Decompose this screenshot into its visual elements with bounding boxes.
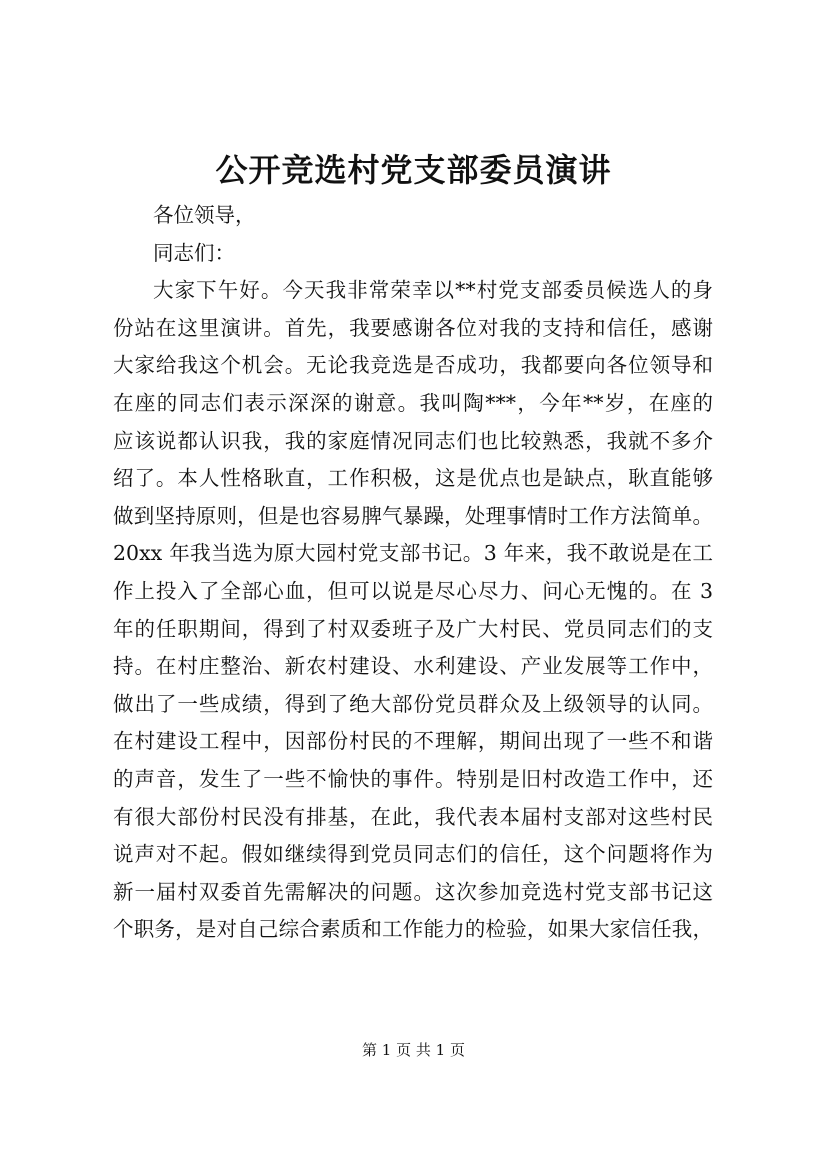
paragraph-line: 作上投入了全部心血，但可以说是尽心尽力、问心无愧的。在 3 [113, 578, 713, 603]
paragraph-line: 20xx 年我当选为原大园村党支部书记。3 年来，我不敢说是在工 [113, 541, 713, 566]
paragraph-line: 在座的同志们表示深深的谢意。我叫陶***，今年**岁，在座的 [113, 390, 713, 415]
paragraph-line: 个职务，是对自己综合素质和工作能力的检验，如果大家信任我， [113, 917, 713, 942]
paragraph-line: 大家给我这个机会。无论我竞选是否成功，我都要向各位领导和 [113, 353, 713, 378]
salutation-line: 同志们： [153, 240, 235, 265]
document-body [113, 197, 713, 949]
paragraph-line: 年的任职期间，得到了村双委班子及广大村民、党员同志们的支 [113, 616, 713, 641]
paragraph-line: 说声对不起。假如继续得到党员同志们的信任，这个问题将作为 [113, 842, 713, 867]
paragraph-line: 做到坚持原则，但是也容易脾气暴躁，处理事情时工作方法简单。 [113, 503, 713, 528]
paragraph-line: 份站在这里演讲。首先，我要感谢各位对我的支持和信任，感谢 [113, 315, 713, 340]
paragraph-line: 新一届村双委首先需解决的问题。这次参加竞选村党支部书记这 [113, 879, 713, 904]
salutation-line: 各位领导， [153, 203, 256, 227]
paragraph-line: 持。在村庄整治、新农村建设、水利建设、产业发展等工作中， [113, 654, 713, 679]
paragraph-line: 做出了一些成绩，得到了绝大部份党员群众及上级领导的认同。 [113, 691, 713, 716]
paragraph-line: 绍了。本人性格耿直，工作积极，这是优点也是缺点，耿直能够 [113, 466, 713, 491]
paragraph-line: 应该说都认识我，我的家庭情况同志们也比较熟悉，我就不多介 [113, 428, 713, 453]
paragraph-line: 大家下午好。今天我非常荣幸以**村党支部委员候选人的身 [153, 278, 713, 303]
page-footer: 第 1 页 共 1 页 [362, 1041, 465, 1059]
paragraph-line: 在村建设工程中，因部份村民的不理解，期间出现了一些不和谐 [113, 729, 713, 754]
paragraph-line: 有很大部份村民没有排基，在此，我代表本届村支部对这些村民 [113, 804, 713, 829]
document-title: 公开竞选村党支部委员演讲 [215, 151, 612, 189]
paragraph-line: 的声音，发生了一些不愉快的事件。特别是旧村改造工作中，还 [113, 766, 713, 791]
